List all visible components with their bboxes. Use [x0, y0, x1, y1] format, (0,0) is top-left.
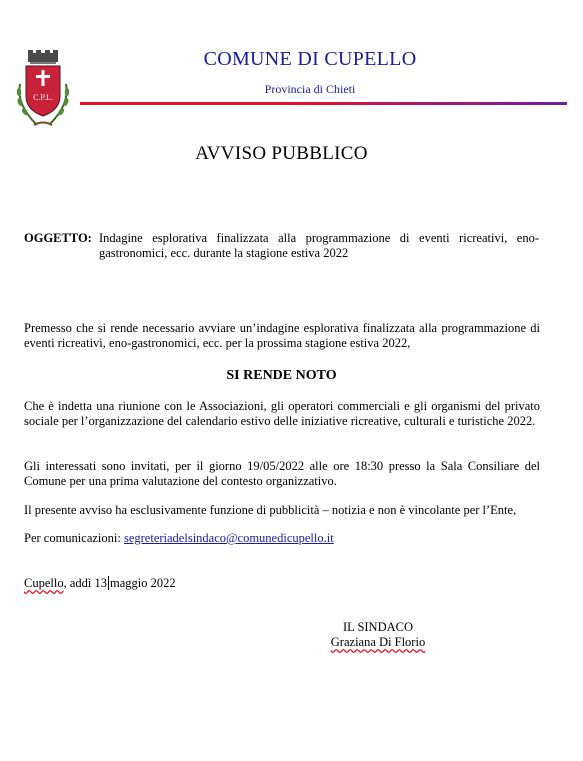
crest-logo: [12, 48, 74, 132]
crest-text: C.P.L.: [33, 93, 53, 102]
premesso-paragraph: Premesso che si rende necessario avviare un’indagine esplorativa finalizzata alla programmazione di eventi ricreativi, eno-gastronomici, ecc. per la prossima stagione estiva 2022,: [24, 321, 540, 350]
comunicazioni-label: Per comunicazioni:: [24, 531, 124, 545]
che-paragraph: Che è indetta una riunione con le Associazioni, gli operatori commerciali e gli organismi del privato sociale per l’organizzazione del calendario estivo delle iniziative ricreative, culturali e turistiche 2022.: [24, 399, 540, 428]
comunicazioni-line: [24, 531, 540, 546]
si-rende-noto-heading: SI RENDE NOTO: [226, 368, 337, 383]
municipality-title: COMUNE DI CUPELLO: [203, 48, 417, 70]
signature-role: IL SINDACO: [342, 620, 414, 634]
signature-name: [300, 635, 456, 650]
date-month-year: maggio 2022: [110, 576, 176, 590]
signature-name-text: Graziana Di Florio: [330, 635, 426, 649]
presente-paragraph: Il presente avviso ha esclusivamente funzione di pubblicità – notizia e non è vincolante per l’Ente,: [24, 503, 517, 517]
interessati-paragraph: Gli interessati sono invitati, per il giorno 19/05/2022 alle ore 18:30 presso la Sala Consiliare del Comune per una prima valutazione del contesto organizzativo.: [24, 459, 540, 488]
date-place: Cupello: [24, 576, 64, 590]
document-heading: AVVISO PUBBLICO: [195, 143, 368, 164]
date-line: [24, 576, 176, 591]
header-divider: [80, 102, 567, 105]
date-day: , addì 13: [63, 576, 107, 590]
email-link[interactable]: segreteriadelsindaco@comunedicupello.it: [123, 531, 334, 545]
province-subtitle: Provincia di Chieti: [264, 82, 356, 96]
oggetto-label: OGGETTO:: [24, 231, 92, 245]
oggetto-text: Indagine esplorativa finalizzata alla programmazione di eventi ricreativi, eno-gastronomici, ecc. durante la stagione estiva 2022: [99, 231, 539, 260]
